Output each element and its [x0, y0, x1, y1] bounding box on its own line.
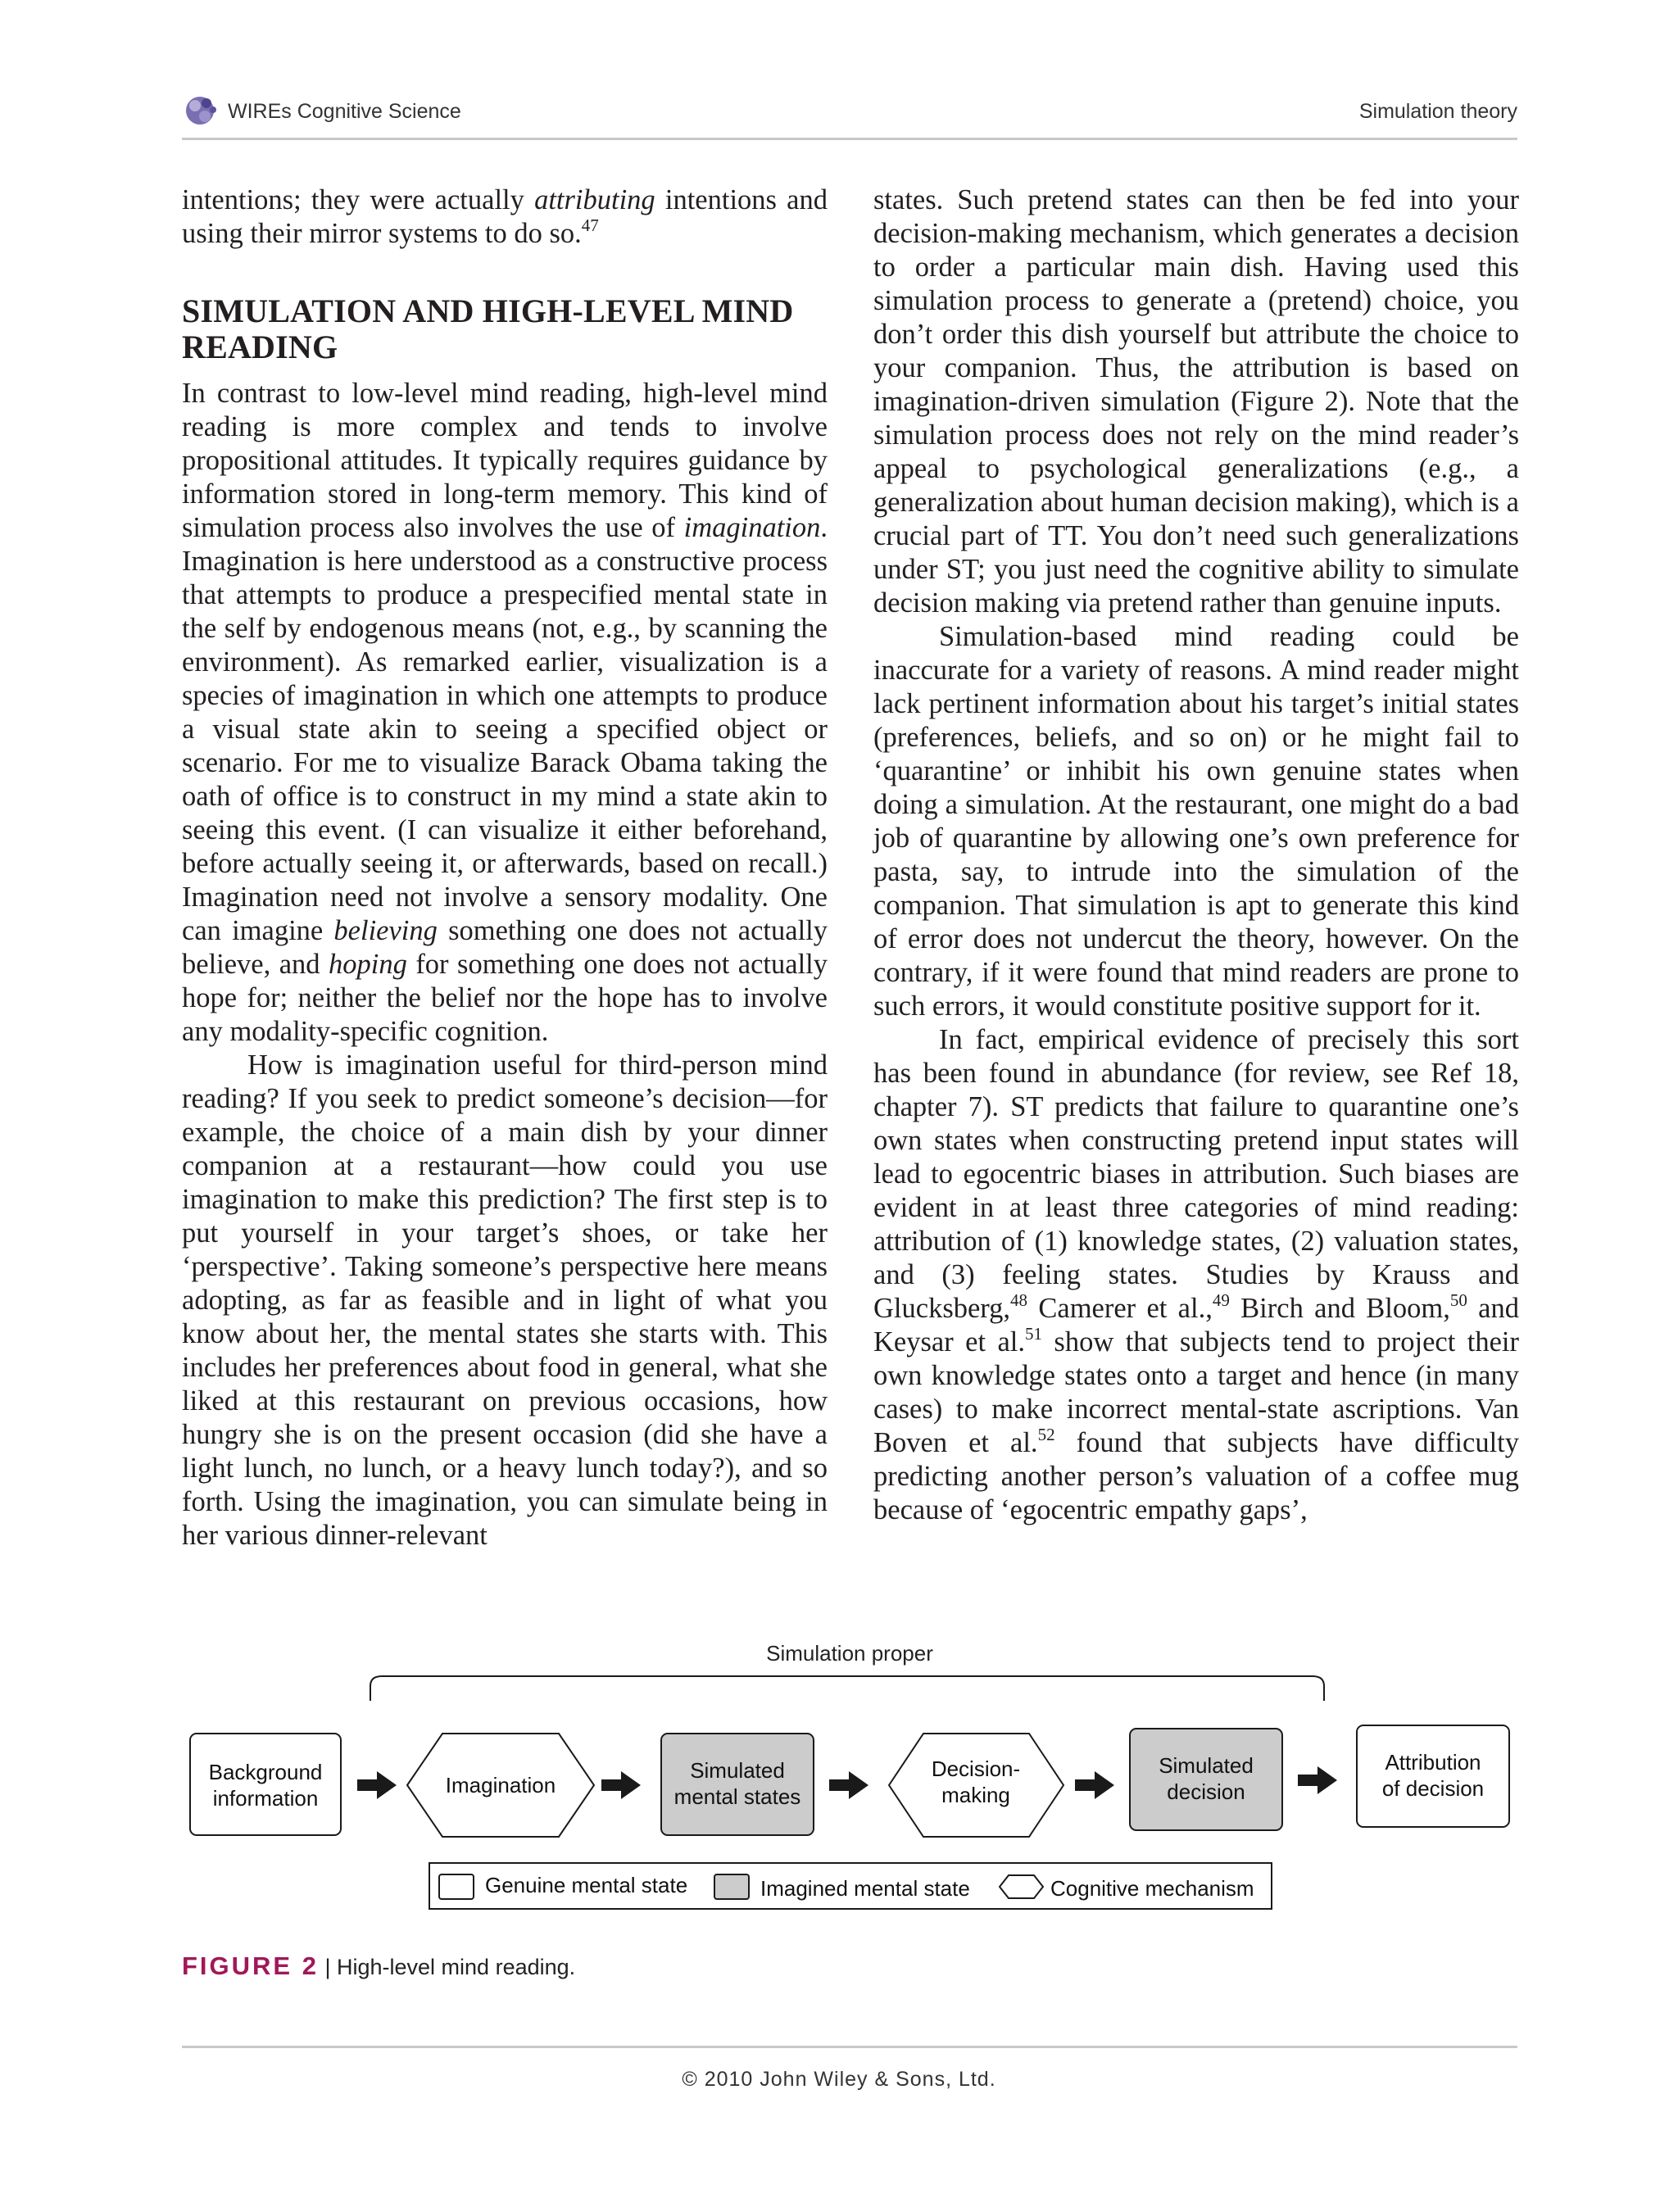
- svg-text:Backgroundinformation: Background information: [208, 1760, 323, 1811]
- journal-name: WIREs Cognitive Science: [228, 100, 461, 123]
- figure-caption: FIGURE 2 | High-level mind reading.: [182, 1951, 576, 1980]
- legend-imagined-swatch: [714, 1874, 749, 1899]
- legend-mechanism-label: Cognitive mechanism: [1050, 1876, 1254, 1901]
- arrow-4: [1075, 1771, 1114, 1799]
- right-column: [873, 184, 1519, 1527]
- node-background-information: [190, 1734, 341, 1835]
- running-title: Simulation theory: [1358, 100, 1517, 123]
- section-heading: SIMULATION AND HIGH-LEVEL MIND READING: [182, 292, 794, 365]
- svg-text:Simulateddecision: Simulated decision: [1159, 1753, 1254, 1804]
- footer-rule: [182, 2046, 1517, 2048]
- left-column: [182, 184, 828, 1552]
- legend-genuine-label: Genuine mental state: [485, 1873, 688, 1897]
- reference-50: 50: [1449, 1290, 1467, 1310]
- brace-label: Simulation proper: [766, 1641, 933, 1666]
- svg-text:Imagination: Imagination: [445, 1773, 556, 1797]
- simulation-brace: [370, 1676, 1324, 1701]
- figure-label: FIGURE 2: [182, 1951, 319, 1980]
- copyright-footer: © 2010 John Wiley & Sons, Ltd.: [682, 2068, 996, 2091]
- svg-text:Attributionof decision: Attribution of decision: [1381, 1750, 1485, 1801]
- legend-imagined-label: Imagined mental state: [760, 1876, 970, 1901]
- arrow-5: [1298, 1766, 1337, 1794]
- legend-genuine-swatch: [439, 1874, 474, 1899]
- arrow-2: [601, 1771, 641, 1799]
- reference-52: 52: [1037, 1425, 1055, 1444]
- flow-diagram: [182, 1630, 1517, 1942]
- paragraph-pretend-states: states. Such pretend states can then be fed into your decision-making mechanism, which generates a decision to order a particular main dish. Having used this simulation process to generate a (pretend) choice, you don’t order this dish yourself but attribute the choice to your companion. Thus, the attribution is based on imagination-driven simulation (Figure 2). Note that the simulation process does not rely on the mind reader’s appeal to psychological generalizations (e.g., a generalization about human decision making), which is a crucial part of TT. You don’t need such generalizations under ST; you just need the cognitive ability to simulate decision making via pretend rather than genuine inputs.: [873, 184, 1519, 619]
- page-header: [182, 92, 1517, 133]
- paragraph-empirical-evidence: In fact, empirical evidence of precisely this sort has been found in abundance (for review, see Ref 18, chapter 7). ST predicts that failure to quarantine one’s own states when constructing pretend input states will lead to egocentric biases in attribution. Such biases are evident in at least three categories of mind reading: attribution of (1) knowledge states, (2) valuation states, and (3) feeling states. Studies by Krauss and Glucksberg,$^{48}$ Camerer et al.,$^{49}$ Birch and Bloom,$^{50}$ and Keysar et al.$^{51}$ show that subjects tend to project their own knowledge states onto a target and hence (in many cases) to make incorrect mental-state ascriptions. Van Boven et al.$^{52}$ found that subjects have difficulty predicting another person’s valuation of a coffee mug because of ‘egocentric empathy gaps’,: [873, 1024, 1519, 1525]
- arrow-1: [357, 1771, 397, 1799]
- paragraph-inaccuracy: Simulation-based mind reading could be inaccurate for a variety of reasons. A mind reader might lack pertinent information about his target’s initial states (preferences, beliefs, and so on) or he might fail to ‘quarantine’ or inhibit his own genuine states when doing a simulation. At the restaurant, one might do a bad job of quarantine by allowing one’s own preference for pasta, say, to intrude into the simulation of the companion. That simulation is apt to generate this kind of error does not undercut the theory, however. On the contrary, if it were found that mind readers are prone to such errors, it would constitute positive support for it.: [873, 621, 1519, 1022]
- paragraph-imagination: In contrast to low-level mind reading, high-level mind reading is more complex and tends to involve propositional attitudes. It typically requires guidance by information stored in long-term memory. This kind of simulation process also involves the use of imagination. Imagination is here understood as a constructive process that attempts to produce a prespecified mental state in the self by endogenous means (not, e.g., by scanning the environment). As remarked earlier, visualization is a species of imagination in which one attempts to produce a visual state akin to seeing a specified object or scenario. For me to visualize Barack Obama taking the oath of office is to construct in my mind a state akin to seeing this event. (I can visualize it either beforehand, before actually seeing it, or afterwards, based on recall.) Imagination need not involve a sensory modality. One can imagine believing something one does not actually believe, and hoping for something one does not actually hope for; neither the belief nor the hope has to involve any modality-specific cognition.: [182, 378, 828, 1047]
- figure-caption-text: High-level mind reading.: [337, 1955, 576, 1979]
- continued-paragraph: intentions; they were actually attributing intentions and using their mirror systems to do so.$^{47}$: [182, 184, 828, 249]
- reference-48: 48: [1010, 1290, 1028, 1310]
- reference-51: 51: [1025, 1324, 1042, 1344]
- header-rule: [182, 138, 1517, 140]
- svg-text:Simulatedmental states: Simulated mental states: [673, 1758, 801, 1809]
- reference-47: 47: [581, 215, 599, 235]
- figure-2: [182, 1630, 1517, 1983]
- paragraph-third-person: How is imagination useful for third-person mind reading? If you seek to predict someone’s decision—for example, the choice of a main dish by your dinner companion at a restaurant—how could you use imagination to make this prediction? The first step is to put yourself in your target’s shoes, or take her ‘perspective’. Taking someone’s perspective here means adopting, as far as feasible and in light of what you know about her, the mental states she starts with. This includes her preferences about food in general, what she liked at this restaurant on previous occasions, how hungry she is on the present occasion (did she have a light lunch, no lunch, or a heavy lunch today?), and so forth. Using the imagination, you can simulate being in her various dinner-relevant: [182, 1049, 828, 1551]
- reference-49: 49: [1212, 1290, 1230, 1310]
- legend-mechanism-swatch: [1000, 1875, 1043, 1898]
- arrow-3: [829, 1771, 868, 1799]
- emphasis: attributing: [534, 184, 655, 215]
- svg-text:Decision-making: Decision-making: [931, 1756, 1021, 1807]
- journal-logo-icon: [182, 93, 220, 126]
